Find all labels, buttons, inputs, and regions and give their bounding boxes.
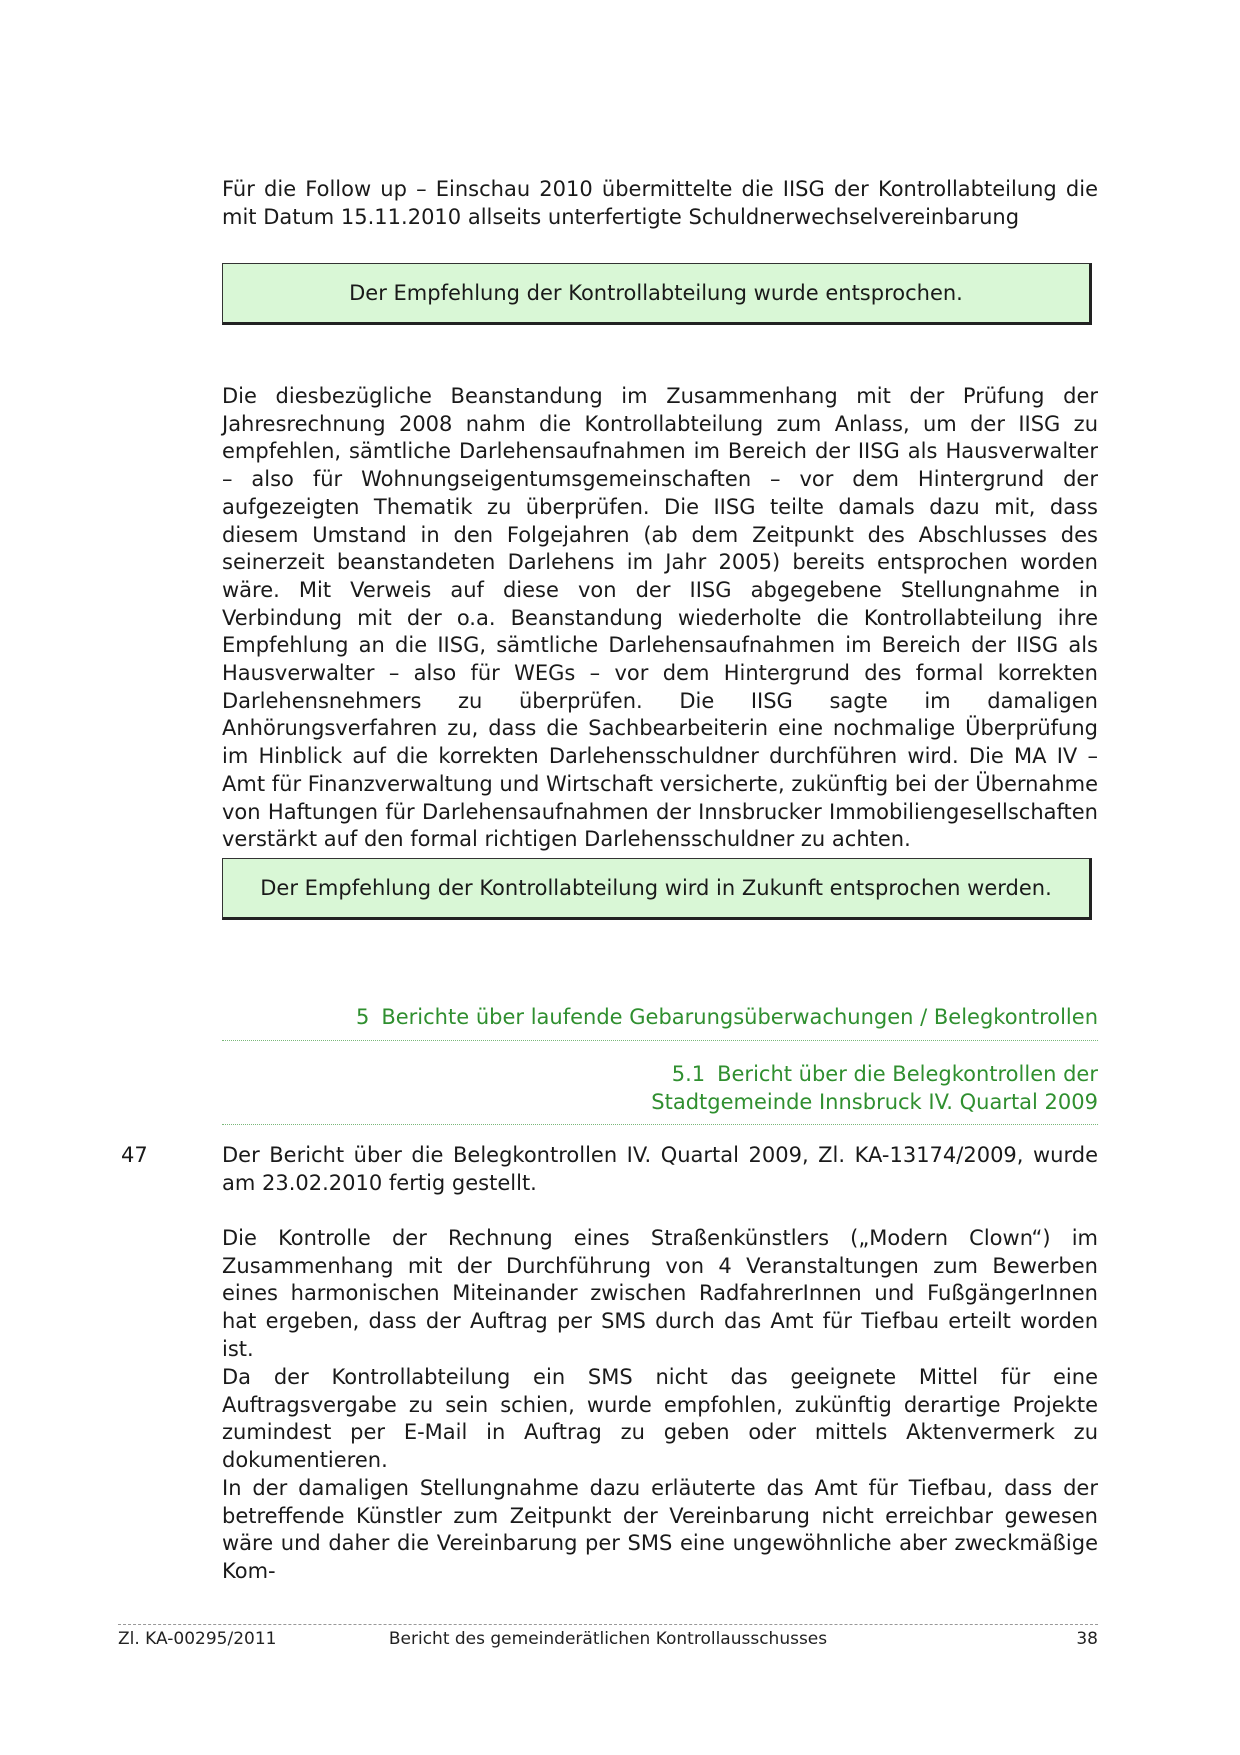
paragraph-statement: In der damaligen Stellungnahme dazu erläuterte das Amt für Tiefbau, dass der betreffende Künstler zum Zeitpunkt der Vereinbarung nicht erreichbar gewesen wäre und daher die Vereinbarung per SMS eine ungewöhnliche aber zweckmäßige Kom- — [222, 1476, 1098, 1584]
paragraph-sms-recommendation: Da der Kontrollabteilung ein SMS nicht das geeignete Mittel für eine Auftragsvergabe zu sein schien, wurde empfohlen, zukünftig derartige Projekte zumindest per E-Mail in Auftrag zu geben oder mittels Aktenvermerk zu dokumentieren. — [222, 1365, 1098, 1473]
section-title: Berichte über laufende Gebarungsüberwachungen / Belegkontrollen — [381, 1005, 1098, 1029]
recommendation-box-fulfilled — [222, 263, 1092, 325]
paragraph-follow-up: Für die Follow up – Einschau 2010 übermittelte die IISG der Kontrollabteilung die mit Datum 15.11.2010 allseits unterfertigte Schuldnerwechselvereinbarung — [222, 177, 1098, 229]
page-number: 38 — [1076, 1629, 1098, 1649]
section-heading-5 — [222, 1004, 1098, 1041]
margin-number: 47 — [121, 1143, 148, 1167]
section-number: 5 — [355, 1005, 370, 1029]
paragraph-street-artist: Die Kontrolle der Rechnung eines Straßenkünstlers („Modern Clown“) im Zusammenhang mit der Durchführung von 4 Veranstaltungen zum Bewerben eines harmonischen Miteinander zwischen RadfahrerInnen und FußgängerInnen hat ergeben, dass der Auftrag per SMS durch das Amt für Tiefbau erteilt worden ist. — [222, 1226, 1098, 1361]
footer-reference: Zl. KA-00295/2011 — [118, 1629, 277, 1649]
recommendation-text: Der Empfehlung der Kontrollabteilung wird in Zukunft entsprochen werden. — [260, 876, 1052, 900]
recommendation-text: Der Empfehlung der Kontrollabteilung wurde entsprochen. — [349, 281, 963, 305]
section-number: 5.1 — [671, 1062, 706, 1086]
paragraph-report: Der Bericht über die Belegkontrollen IV. Quartal 2009, Zl. KA-13174/2009, wurde am 23.02.2010 fertig gestellt. — [222, 1143, 1098, 1195]
section-title-line1: Bericht über die Belegkontrollen der — [717, 1062, 1098, 1086]
page-footer — [118, 1624, 1098, 1649]
section-heading-5-1 — [222, 1061, 1098, 1125]
recommendation-box-future — [222, 858, 1092, 920]
footer-title: Bericht des gemeinderätlichen Kontrollausschusses — [388, 1629, 828, 1649]
section-title-line2: Stadtgemeinde Innsbruck IV. Quartal 2009 — [651, 1089, 1098, 1114]
paragraph-complaint: Die diesbezügliche Beanstandung im Zusammenhang mit der Prüfung der Jahresrechnung 2008 nahm die Kontrollabteilung zum Anlass, um der IISG zu empfehlen, sämtliche Darlehensaufnahmen im Bereich der IISG als Hausverwalter – also für Wohnungseigentumsgemeinschaften – vor dem Hintergrund der aufgezeigten Thematik zu überprüfen. Die IISG teilte damals dazu mit, dass diesem Umstand in den Folgejahren (ab dem Zeitpunkt des Abschlusses des seinerzeit beanstandeten Darlehens im Jahr 2005) bereits entsprochen worden wäre. Mit Verweis auf diese von der IISG abgegebene Stellungnahme in Verbindung mit der o.a. Beanstandung wiederholte die Kontrollabteilung ihre Empfehlung an die IISG, sämtliche Darlehensaufnahmen im Bereich der IISG als Hausverwalter – also für WEGs – vor dem Hintergrund des formal korrekten Darlehensnehmers zu überprüfen. Die IISG sagte im damaligen Anhörungsverfahren zu, dass die Sachbearbeiterin eine nochmalige Überprüfung im Hinblick auf die korrekten Darlehensschuldner durchführen wird. Die MA IV – Amt für Finanzverwaltung und Wirtschaft versicherte, zukünftig bei der Übernahme von Haftungen für Darlehensaufnahmen der Innsbrucker Immobiliengesellschaften verstärkt auf den formal richtigen Darlehensschuldner zu achten. — [222, 384, 1098, 852]
